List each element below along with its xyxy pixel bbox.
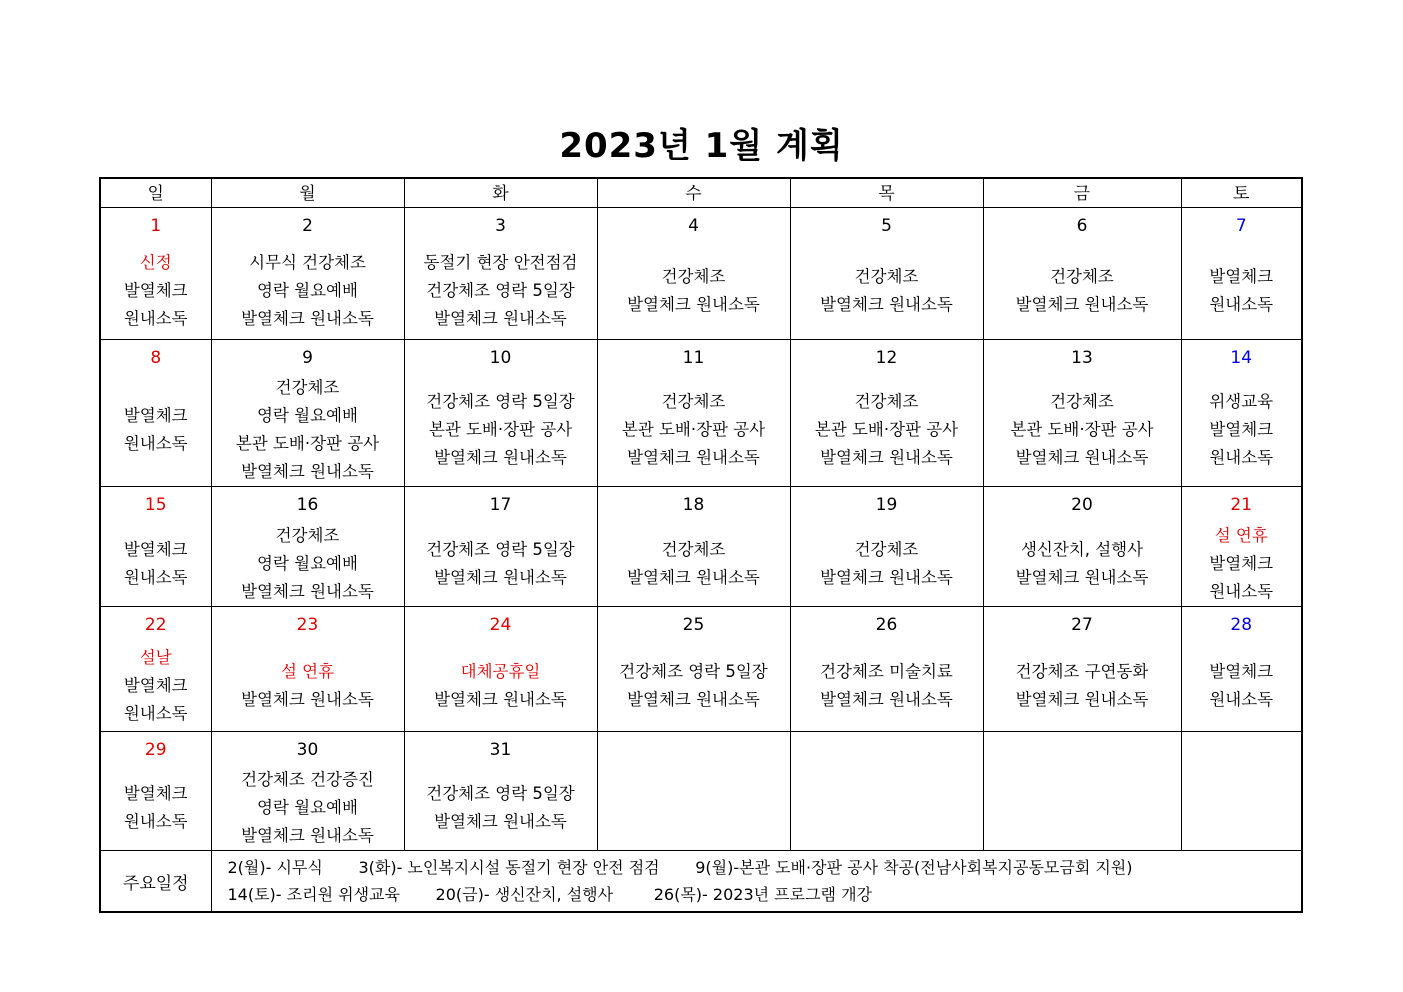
day-cell (1181, 487, 1302, 607)
event-item: 발열체크 원내소독 (627, 690, 760, 709)
event-item: 건강체조 건강증진 (241, 770, 374, 789)
day-cell (211, 208, 404, 340)
event-item: 건강체조 영락 5일장 (426, 539, 575, 559)
calendar-table (99, 177, 1303, 913)
week-row (100, 340, 1302, 487)
day-number: 6 (1076, 216, 1088, 236)
day-events (984, 242, 1181, 339)
weekday-thu: 목 (790, 178, 983, 208)
event-item: 건강체조 (1050, 266, 1114, 286)
event-item: 건강체조 (275, 525, 340, 545)
day-events (1182, 374, 1302, 486)
weekday-fri: 금 (983, 178, 1181, 208)
event-item: 건강체조 (661, 392, 726, 411)
day-events (212, 641, 404, 731)
event-item: 발열체크 원내소독 (627, 567, 760, 587)
day-number: 26 (875, 615, 898, 635)
day-cell (1181, 208, 1302, 340)
day-number: 19 (875, 495, 898, 515)
event-item: 건강체조 영락 5일장 (619, 662, 768, 681)
day-cell (211, 487, 404, 607)
weekday-sat: 토 (1181, 178, 1302, 208)
day-cell (404, 732, 597, 851)
day-number: 25 (682, 615, 705, 635)
day-events (101, 242, 211, 339)
week-row (100, 208, 1302, 340)
day-number: 9 (302, 348, 313, 368)
event-item: 본관 도배·장판 공사 (235, 434, 380, 453)
event-item: 발열체크 원내소독 (627, 448, 760, 467)
event-item: 본관 도배·장판 공사 (814, 420, 959, 439)
day-number: 28 (1230, 615, 1253, 635)
event-item: 원내소독 (123, 812, 188, 831)
event-item: 원내소독 (123, 308, 188, 328)
event-item: 원내소독 (1209, 690, 1274, 709)
day-number: 1 (150, 216, 162, 236)
day-events (1182, 766, 1302, 850)
day-events (1182, 641, 1302, 731)
day-number: 31 (489, 740, 512, 760)
day-cell (211, 340, 404, 487)
day-number: 21 (1230, 495, 1253, 515)
day-events (984, 521, 1181, 606)
event-item: 건강체조 미술치료 (820, 662, 953, 681)
day-cell (597, 732, 790, 851)
event-item: 발열체크 (123, 676, 188, 695)
day-number: 20 (1071, 495, 1093, 515)
day-cell (100, 208, 211, 340)
day-cell (983, 340, 1181, 487)
event-item: 발열체크 원내소독 (241, 690, 374, 709)
day-number: 24 (489, 615, 512, 635)
day-cell (100, 732, 211, 851)
day-cell (211, 732, 404, 851)
day-cell (597, 607, 790, 732)
event-item: 발열체크 (123, 280, 188, 300)
event-item: 발열체크 원내소독 (434, 812, 567, 831)
event-item: 설날 (139, 648, 172, 667)
event-item: 발열체크 원내소독 (434, 567, 567, 587)
event-item: 발열체크 원내소독 (434, 308, 567, 328)
day-number: 17 (489, 495, 512, 515)
event-item: 건강체조 영락 5일장 (426, 280, 575, 300)
event-item: 신정 (139, 252, 172, 272)
footer-line-1: 2(월)- 시무식 3(화)- 노인복지시설 동절기 현장 안전 점검 9(월)-본관 도배·장판 공사 착공(전남사회복지공동모금회 지원) (227, 858, 1133, 877)
event-item: 원내소독 (123, 704, 188, 723)
event-item: 건강체조 (1050, 392, 1114, 411)
event-item: 발열체크 원내소독 (820, 294, 953, 314)
event-item: 원내소독 (1209, 294, 1274, 314)
day-cell (100, 487, 211, 607)
day-number: 12 (875, 348, 898, 368)
event-item: 건강체조 (854, 392, 919, 411)
day-events (598, 521, 790, 606)
event-item: 발열체크 원내소독 (1015, 294, 1149, 314)
event-item: 발열체크 원내소독 (1015, 567, 1149, 587)
day-number: 2 (302, 216, 313, 236)
event-item: 발열체크 원내소독 (434, 690, 567, 709)
event-item: 설 연휴 (280, 662, 335, 681)
day-events (101, 766, 211, 850)
day-events (101, 521, 211, 606)
event-item: 발열체크 원내소독 (241, 826, 374, 845)
day-cell (404, 607, 597, 732)
footer-row (100, 851, 1302, 913)
day-number: 15 (144, 495, 167, 515)
event-item: 건강체조 (854, 539, 919, 559)
weekday-tue: 화 (404, 178, 597, 208)
day-number: 11 (682, 348, 705, 368)
day-events (598, 766, 790, 850)
event-item: 건강체조 (661, 266, 726, 286)
footer-schedule (211, 851, 1302, 913)
day-events (791, 242, 983, 339)
event-item: 영락 월요예배 (257, 406, 358, 425)
week-row (100, 607, 1302, 732)
event-item: 위생교육 (1209, 392, 1274, 411)
day-number: 14 (1230, 348, 1253, 368)
day-cell (790, 607, 983, 732)
day-cell (100, 340, 211, 487)
day-number: 30 (296, 740, 319, 760)
event-item: 시무식 건강체조 (249, 252, 366, 272)
day-events (405, 374, 597, 486)
day-number: 23 (296, 615, 319, 635)
event-item: 동절기 현장 안전점검 (423, 252, 578, 272)
day-events (1182, 521, 1302, 606)
event-item: 발열체크 (123, 539, 188, 559)
day-events (405, 641, 597, 731)
event-item: 본관 도배·장판 공사 (428, 420, 573, 439)
day-events (101, 641, 211, 731)
day-cell (1181, 607, 1302, 732)
event-item: 건강체조 영락 5일장 (426, 784, 575, 803)
event-item: 발열체크 원내소독 (241, 308, 374, 328)
day-number: 16 (296, 495, 319, 515)
weekday-wed: 수 (597, 178, 790, 208)
event-item: 발열체크 원내소독 (820, 567, 953, 587)
event-item: 영락 월요예배 (257, 553, 358, 573)
weekday-header-row (100, 178, 1302, 208)
day-events (791, 521, 983, 606)
day-events (1182, 242, 1302, 339)
day-number: 29 (144, 740, 167, 760)
day-cell (404, 487, 597, 607)
event-item: 영락 월요예배 (257, 798, 358, 817)
day-number: 5 (881, 216, 892, 236)
event-item: 발열체크 (1209, 420, 1274, 439)
day-cell (404, 340, 597, 487)
day-cell (404, 208, 597, 340)
event-item: 건강체조 (661, 539, 726, 559)
day-cell (597, 208, 790, 340)
day-events (984, 641, 1181, 731)
day-events (212, 242, 404, 339)
day-number: 10 (489, 348, 512, 368)
day-number: 3 (495, 216, 506, 236)
event-item: 본관 도배·장판 공사 (1010, 420, 1154, 439)
day-events (598, 242, 790, 339)
event-item: 발열체크 (1209, 266, 1274, 286)
day-number (791, 740, 983, 766)
day-cell (790, 208, 983, 340)
event-item: 본관 도배·장판 공사 (621, 420, 766, 439)
day-events (791, 766, 983, 850)
event-item: 생신잔치, 설행사 (1020, 539, 1144, 559)
day-cell (983, 208, 1181, 340)
day-events (101, 374, 211, 486)
day-events (212, 521, 404, 606)
day-events (598, 374, 790, 486)
day-number: 8 (150, 348, 162, 368)
day-number: 18 (682, 495, 705, 515)
day-cell (1181, 340, 1302, 487)
day-number: 4 (688, 216, 699, 236)
day-cell (597, 340, 790, 487)
day-cell (983, 732, 1181, 851)
day-number (984, 740, 1181, 766)
weekday-mon: 월 (211, 178, 404, 208)
event-item: 건강체조 구연동화 (1015, 662, 1149, 681)
day-events (791, 374, 983, 486)
day-events (405, 521, 597, 606)
day-cell (597, 487, 790, 607)
event-item: 발열체크 원내소독 (241, 462, 374, 481)
page-title: 2023년 1월 계획 (559, 126, 844, 166)
day-number: 22 (144, 615, 167, 635)
event-item: 영락 월요예배 (257, 280, 358, 300)
day-events (212, 766, 404, 850)
day-events (405, 242, 597, 339)
event-item: 원내소독 (123, 567, 188, 587)
day-events (212, 374, 404, 486)
event-item: 발열체크 원내소독 (820, 690, 953, 709)
day-cell (790, 732, 983, 851)
day-cell (790, 487, 983, 607)
event-item: 건강체조 영락 5일장 (426, 392, 575, 411)
day-number: 7 (1235, 216, 1247, 236)
day-cell (100, 607, 211, 732)
day-events (984, 766, 1181, 850)
day-events (598, 641, 790, 731)
day-cell (790, 340, 983, 487)
day-cell (983, 607, 1181, 732)
event-item: 원내소독 (123, 434, 188, 453)
event-item: 발열체크 원내소독 (241, 581, 374, 601)
day-number: 27 (1071, 615, 1093, 635)
event-item: 발열체크 원내소독 (627, 294, 760, 314)
day-number (1182, 740, 1302, 766)
day-cell (1181, 732, 1302, 851)
event-item: 건강체조 (854, 266, 919, 286)
weekday-sun: 일 (100, 178, 211, 208)
footer-line-2: 14(토)- 조리원 위생교육 20(금)- 생신잔치, 설행사 26(목)- 2023년 프로그램 개강 (227, 885, 872, 904)
event-item: 발열체크 (1209, 553, 1274, 573)
event-item: 발열체크 (123, 784, 188, 803)
footer-label: 주요일정 (100, 851, 211, 913)
event-item: 발열체크 (1209, 662, 1274, 681)
event-item: 발열체크 원내소독 (820, 448, 953, 467)
day-cell (211, 607, 404, 732)
event-item: 발열체크 원내소독 (1015, 448, 1149, 467)
event-item: 설 연휴 (1214, 525, 1268, 545)
day-number: 13 (1071, 348, 1093, 368)
day-cell (983, 487, 1181, 607)
event-item: 발열체크 원내소독 (434, 448, 567, 467)
event-item: 발열체크 (123, 406, 188, 425)
event-item: 원내소독 (1209, 448, 1274, 467)
event-item: 대체공휴일 (460, 662, 541, 681)
day-events (984, 374, 1181, 486)
day-number (598, 740, 790, 766)
day-events (405, 766, 597, 850)
week-row (100, 732, 1302, 851)
day-events (791, 641, 983, 731)
week-row (100, 487, 1302, 607)
event-item: 발열체크 원내소독 (1015, 690, 1149, 709)
event-item: 원내소독 (1209, 581, 1274, 601)
event-item: 건강체조 (275, 378, 340, 397)
